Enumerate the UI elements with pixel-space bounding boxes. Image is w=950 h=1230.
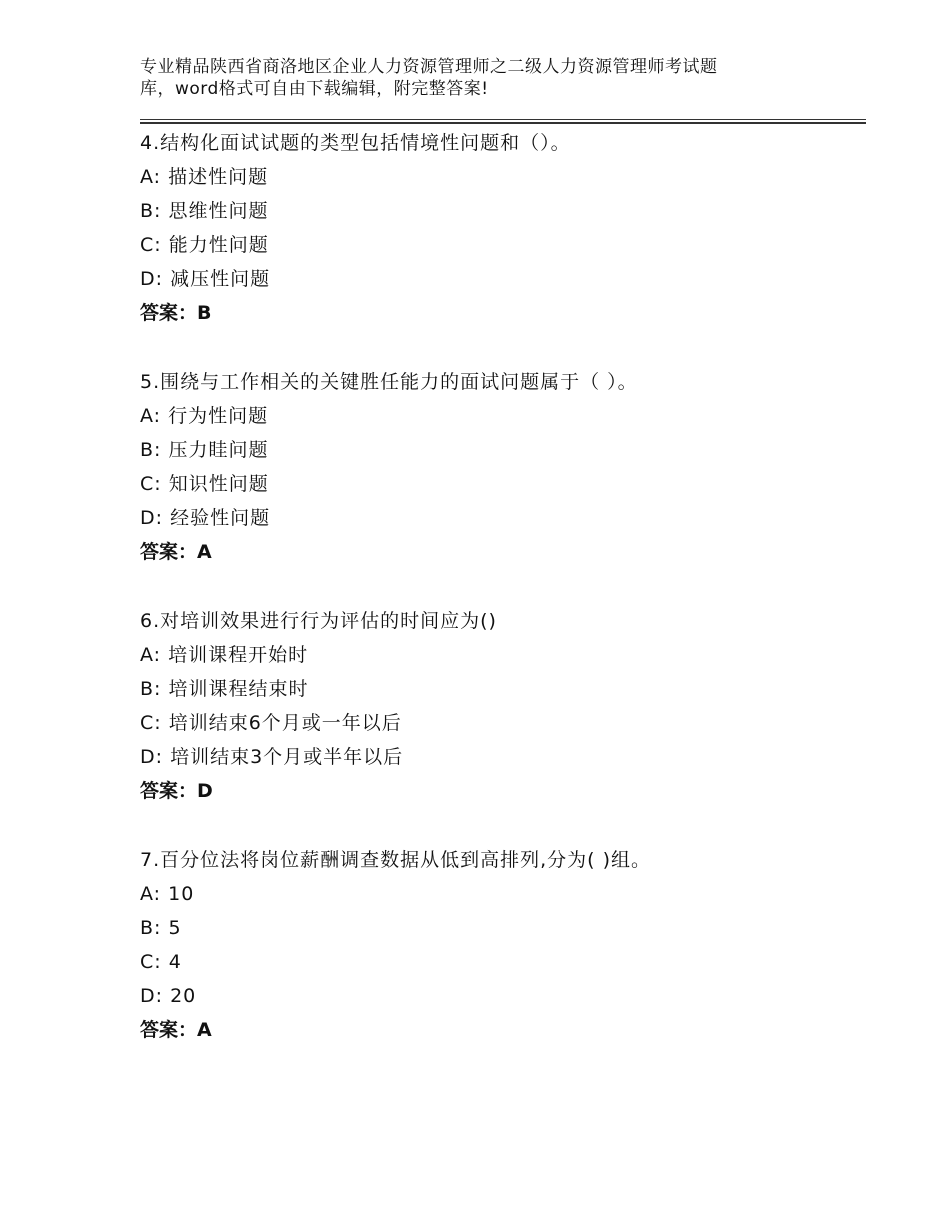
question-text: 5.围绕与工作相关的关键胜任能力的面试问题属于（ ）。 bbox=[140, 371, 638, 393]
option-d: D: 减压性问题 bbox=[140, 268, 271, 290]
option-a: A: 10 bbox=[140, 883, 195, 905]
question-text: 6.对培训效果进行行为评估的时间应为() bbox=[140, 610, 497, 632]
option-d: D: 20 bbox=[140, 985, 197, 1007]
option-d: D: 经验性问题 bbox=[140, 507, 271, 529]
question-gap bbox=[140, 808, 866, 843]
answer-line: 答案：B bbox=[140, 302, 212, 324]
question-gap bbox=[140, 569, 866, 604]
option-c: C: 培训结束6个月或一年以后 bbox=[140, 712, 402, 734]
option-b: B: 培训课程结束时 bbox=[140, 678, 309, 700]
option-c: C: 能力性问题 bbox=[140, 234, 269, 256]
option-b: B: 5 bbox=[140, 917, 182, 939]
question-6 bbox=[140, 604, 866, 808]
answer-line: 答案：A bbox=[140, 541, 212, 563]
option-a: A: 培训课程开始时 bbox=[140, 644, 309, 666]
question-text: 4.结构化面试试题的类型包括情境性问题和（）。 bbox=[140, 132, 571, 154]
option-c: C: 4 bbox=[140, 951, 182, 973]
question-5 bbox=[140, 365, 866, 569]
option-c: C: 知识性问题 bbox=[140, 473, 269, 495]
document-header bbox=[140, 56, 780, 100]
header-divider-thick bbox=[140, 122, 866, 124]
question-list bbox=[140, 126, 866, 1047]
option-d: D: 培训结束3个月或半年以后 bbox=[140, 746, 404, 768]
question-4 bbox=[140, 126, 866, 330]
option-a: A: 描述性问题 bbox=[140, 166, 269, 188]
option-a: A: 行为性问题 bbox=[140, 405, 269, 427]
question-text: 7.百分位法将岗位薪酬调查数据从低到高排列,分为( )组。 bbox=[140, 849, 652, 871]
header-divider-thin bbox=[140, 119, 866, 120]
option-b: B: 压力眭问题 bbox=[140, 439, 269, 461]
answer-line: 答案：D bbox=[140, 780, 213, 802]
option-b: B: 思维性问题 bbox=[140, 200, 269, 222]
question-gap bbox=[140, 330, 866, 365]
header-title-line-2: 库，word格式可自由下载编辑，附完整答案! bbox=[140, 79, 489, 99]
question-7 bbox=[140, 843, 866, 1047]
header-title-line-1: 专业精品陕西省商洛地区企业人力资源管理师之二级人力资源管理师考试题 bbox=[140, 57, 718, 77]
answer-line: 答案：A bbox=[140, 1019, 212, 1041]
